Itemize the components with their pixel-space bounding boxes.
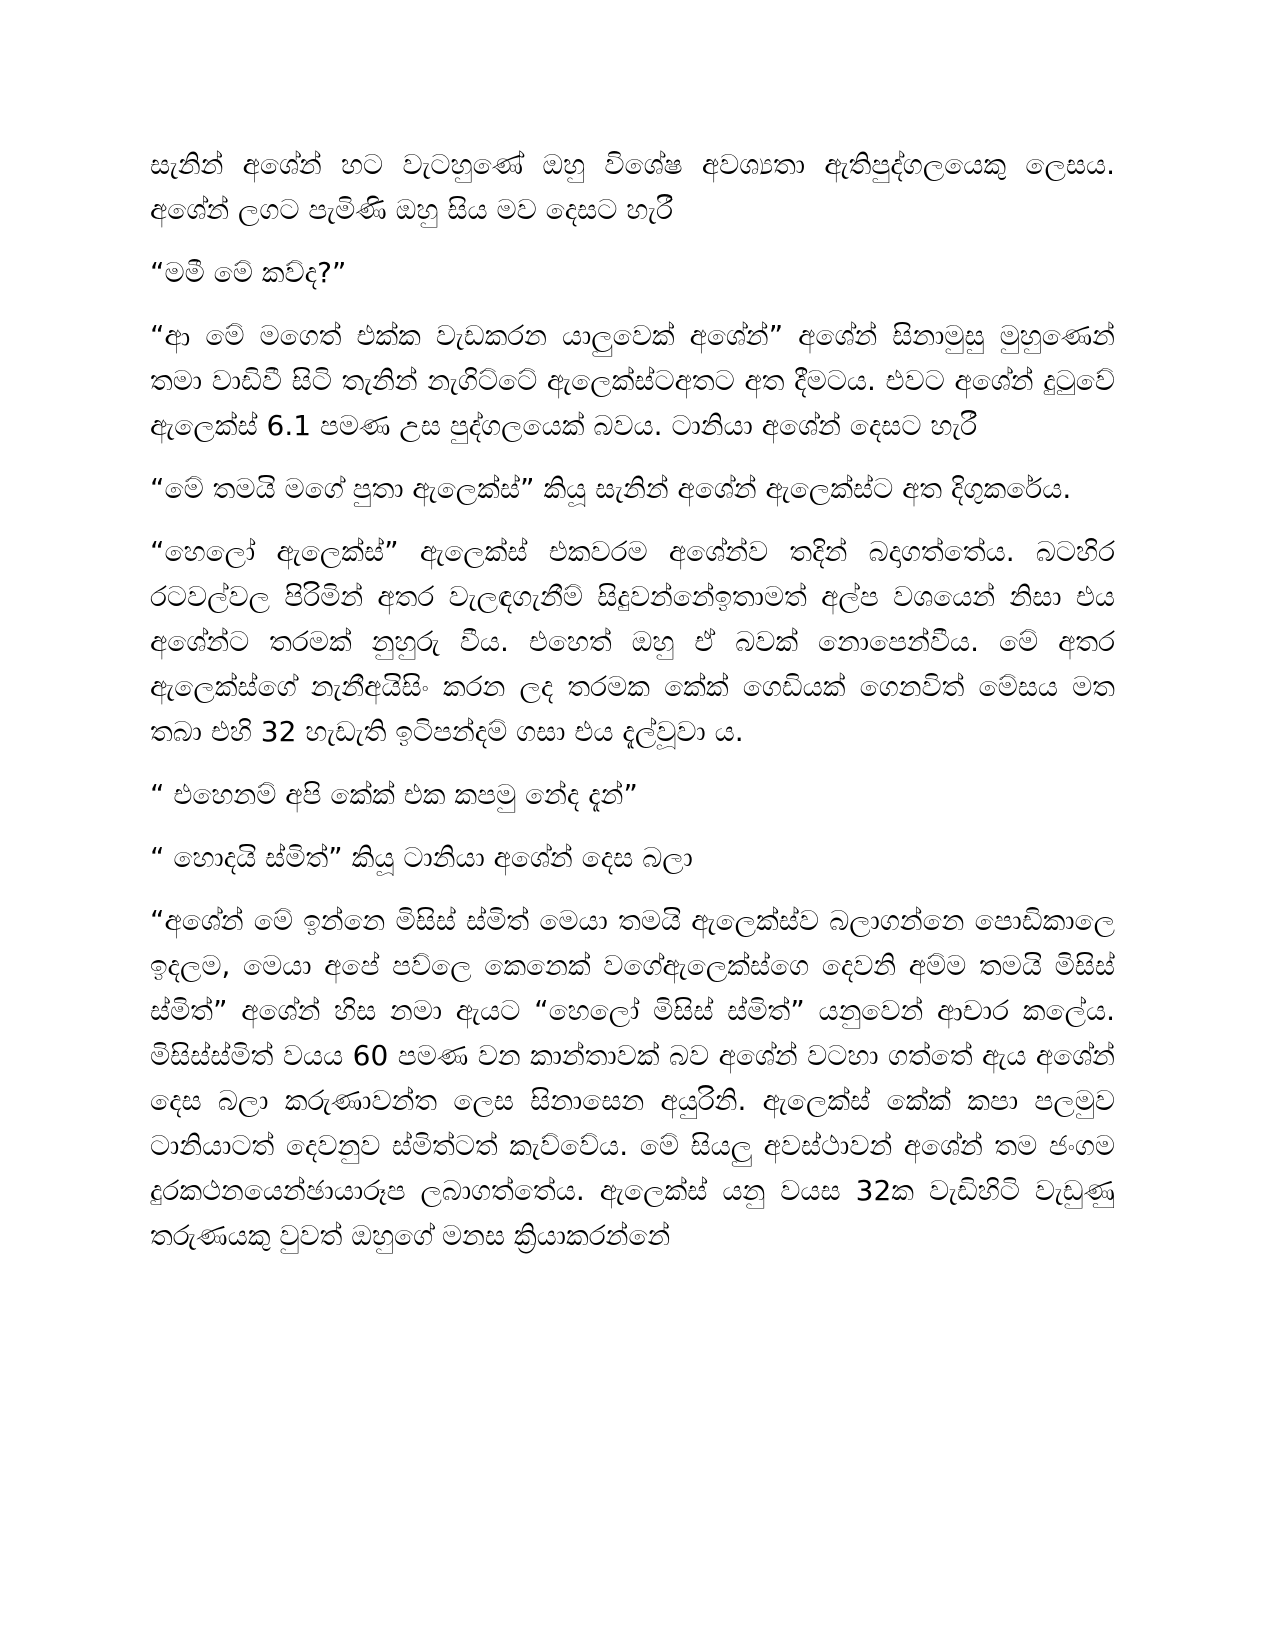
paragraph: “ එහෙනම් අපි කේක් එක කපමු නේද දැන්” xyxy=(150,778,638,811)
paragraph: “ හොදයි ස්මිත්” කියූ ටානියා අශේන් දෙස බලා xyxy=(150,841,693,874)
paragraph: සැනින් අශේන් හට වැටහුණේ ඔහු විශේෂ අවශ්‍යතා ඇතිපුද්ගලයෙකු ලෙසය. අශේන් ලගට පැමිණි ඔහු සිය මව දෙසට හැරී xyxy=(150,148,1115,226)
paragraph: “අශේන් මේ ඉන්නෙ මිසිස් ස්මිත් මෙයා තමයි ඇලෙක්ස්ව බලාගන්නෙ පොඩිකාලෙ ඉදලම, මෙයා අපේ පව්ලෙ කෙනෙක් වගේඇලෙක්ස්ගෙ දෙවනි අම්ම තමයි මිසිස් ස්මිත්” අශේන් හිස නමා ඇයට “හෙලෝ මිසිස් ස්මිත්” යනුවෙන් ආචාර කලේය. මිසිස්ස්මිත් වයය 60 පමණ වන කාන්තාවක් බව අශේන් වටහා ගත්තේ ඇය අශේන් දෙස බලා කරුණාවන්ත ලෙස සිනාසෙන අයුරිනි. ඇලෙක්ස් කේක් කපා පලමුව ටානියාටත් දෙවනුව ස්මිත්ටත් කැව්වේය. මේ සියලු අවස්ථාවන් අශේන් තම ජංගම දුරකථනයෙන්ඡායාරූප ලබාගත්තේය. ඇලෙක්ස් යනු වයස 32ක වැඩිහිටි වැඩුණු තරුණයකු වුවත් ඔහුගේ මනස ක්‍රියාකරන්නේ xyxy=(150,904,1115,1252)
paragraph: “ආ මේ මගෙත් එක්ක වැඩකරන යාලුවෙක් අශේන්” අශේන් සිනාමුසු මුහුණෙන් තමා වාඩිවී සිටි තැනින් නැගිට්ටේ ඇලෙක්ස්ටඅතට අත දීමටය. එවට අශේන් දුටුවේ ඇලෙක්ස් 6.1 පමණ උස පුද්ගලයෙක් බවය. ටානියා අශේන් දෙසට හැරී xyxy=(150,319,1115,442)
document-body xyxy=(150,142,1115,1276)
paragraph: “හෙලෝ ඇලෙක්ස්” ඇලෙක්ස් එකවරම අශේන්ව තදින් බදාගත්තේය. බටහිර රටවල්වල පිරිමින් අතර වැලඳගැනීම් සිදුවන්නේඉතාමත් අල්ප වශයෙන් නිසා එය අශේන්ට තරමක් නුහුරු වීය. එහෙත් ඔහු ඒ බවක් නොපෙන්වීය. මේ අතර ඇලෙක්ස්ගේ නැනීඅයිසිං කරන ලද තරමක කේක් ගෙඩියක් ගෙනවිත් මේසය මත තබා එහි 32 හැඩැති ඉටිපන්දම් ගසා එය දැල්වූවා ය. xyxy=(150,535,1115,748)
paragraph: “මේ තමයි මගේ පුතා ඇලෙක්ස්” කියූ සැනින් අශේන් ඇලෙක්ස්ට අත දිගුකරේය. xyxy=(150,472,1072,505)
paragraph: “මමී මේ කව්ද?” xyxy=(150,256,347,289)
